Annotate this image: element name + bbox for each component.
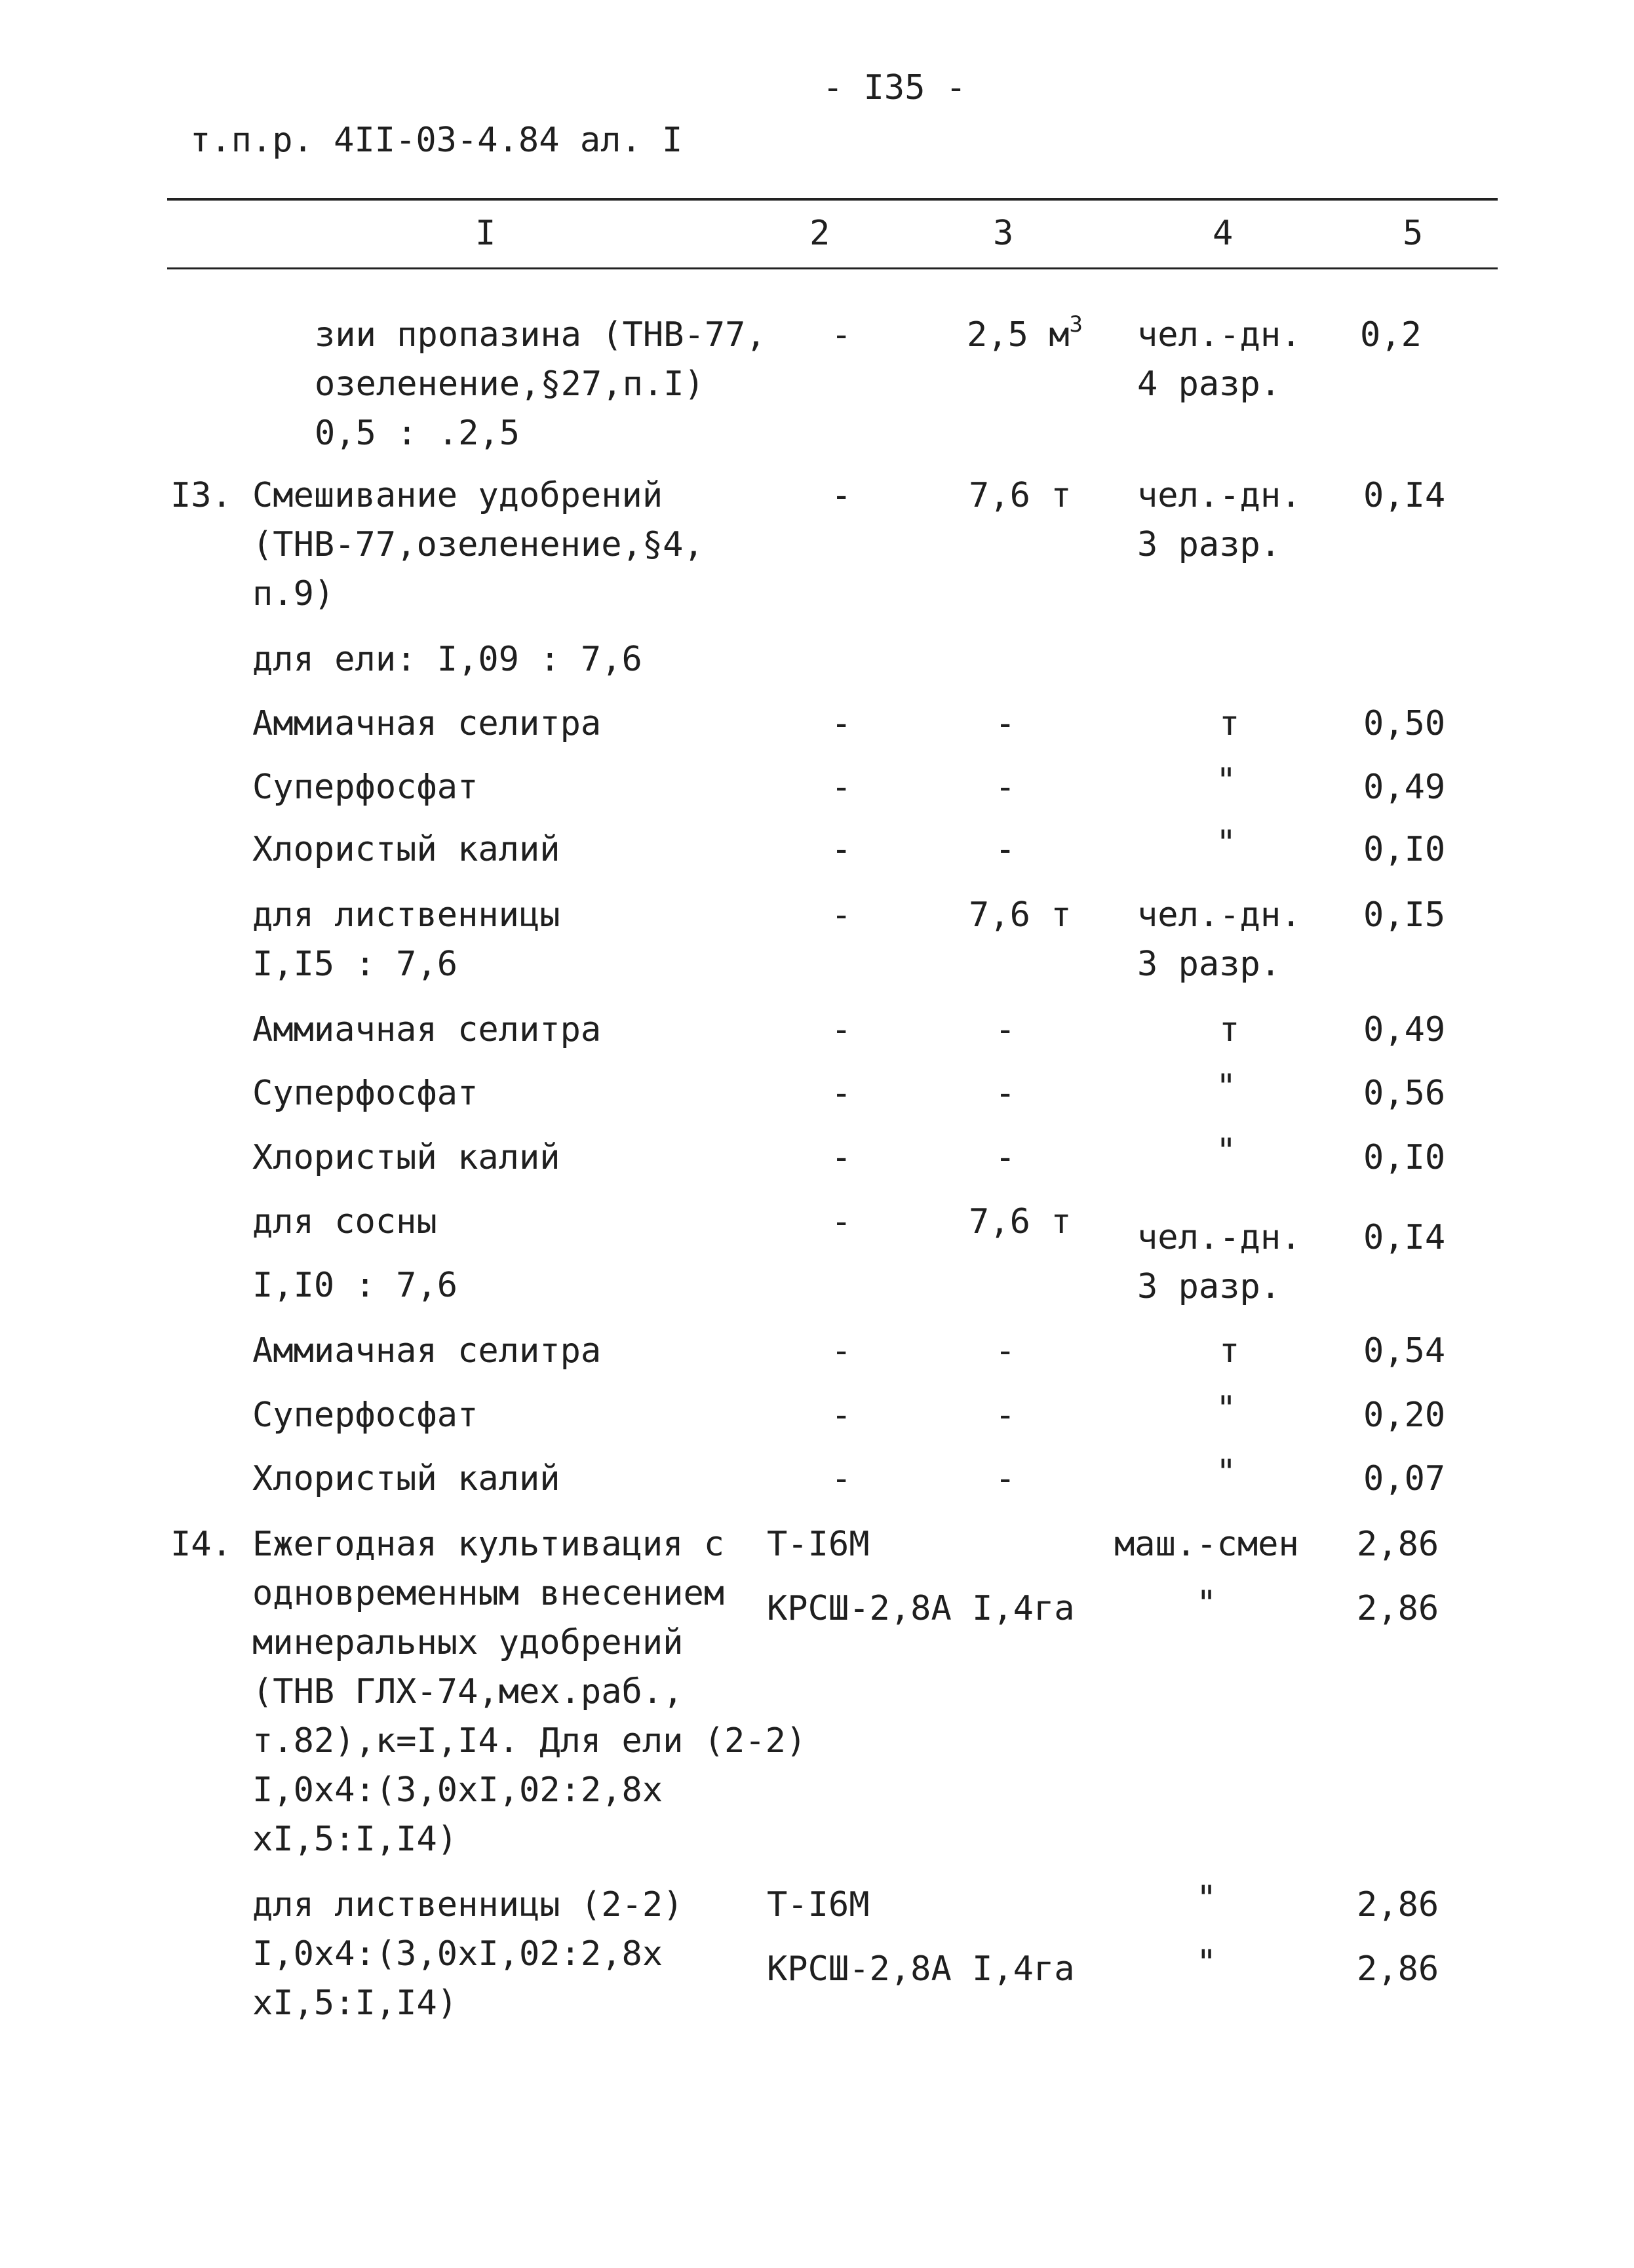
column-header-1: I — [475, 214, 496, 253]
cell-col4: " — [1216, 1453, 1237, 1492]
cell-col2: - — [831, 1331, 852, 1371]
cell-col2: Т-I6М — [767, 1885, 870, 1925]
cell-col5: 0,I4 — [1363, 1218, 1446, 1257]
row-description: xI,5:I,I4) — [252, 1984, 458, 2023]
cell-col5: 2,86 — [1357, 1885, 1439, 1925]
cell-col4: " — [1216, 1389, 1237, 1428]
cell-col2: КРСШ-2,8А I,4га — [767, 1949, 1075, 1989]
superscript-cubic: 3 — [1069, 311, 1083, 338]
cell-col4: " — [1216, 761, 1237, 800]
column-header-3: 3 — [993, 214, 1014, 253]
cell-col3: 2,5 $м^3$ — [967, 311, 1083, 355]
cell-col5: 2,86 — [1357, 1949, 1439, 1989]
cell-col5: 0,20 — [1363, 1396, 1446, 1435]
cell-col4: " — [1216, 1131, 1237, 1171]
row-description: Аммиачная селитра — [252, 1331, 602, 1371]
row-description: т.82),к=I,I4. Для ели (2-2) — [252, 1721, 807, 1761]
cell-col4: 3 разр. — [1137, 945, 1281, 984]
row-description: Аммиачная селитра — [252, 1010, 602, 1049]
cell-col2: - — [831, 1396, 852, 1435]
row-description: Суперфосфат — [252, 1396, 478, 1435]
document-code: т.п.р. 4II-03-4.84 ал. I — [190, 121, 683, 160]
row-description: Аммиачная селитра — [252, 704, 602, 743]
row-description: I,I0 : 7,6 — [252, 1266, 458, 1305]
table-header-rule — [167, 267, 1498, 269]
cell-col3: - — [995, 768, 1016, 807]
cell-col5: 0,I0 — [1363, 830, 1446, 869]
cell-col5: 0,I4 — [1363, 476, 1446, 515]
cell-col3: - — [995, 1396, 1016, 1435]
row-description: для сосны — [252, 1202, 437, 1242]
cell-col4: т — [1219, 1331, 1240, 1371]
row-description: xI,5:I,I4) — [252, 1820, 458, 1859]
cell-col4: " — [1216, 1067, 1237, 1106]
cell-col4: чел.-дн. — [1137, 476, 1302, 515]
cell-col5: 0,I5 — [1363, 895, 1446, 935]
cell-col4: маш.-смен — [1114, 1525, 1299, 1564]
cell-col5: 0,49 — [1363, 768, 1446, 807]
row-description: п.9) — [252, 574, 335, 614]
row-number: I3. — [170, 476, 232, 515]
cell-col3: 7,6 т — [969, 476, 1072, 515]
row-description: Смешивание удобрений — [252, 476, 663, 515]
cell-col4: 3 разр. — [1137, 1267, 1281, 1306]
cell-col4: " — [1196, 1943, 1217, 1982]
cell-col2: - — [831, 315, 852, 355]
table-top-rule — [167, 198, 1498, 201]
row-description: I,0x4:(3,0xI,02:2,8x — [252, 1770, 663, 1810]
cell-col5: 2,86 — [1357, 1589, 1439, 1628]
cell-col2: - — [831, 1074, 852, 1113]
cell-col4: чел.-дн. — [1137, 1218, 1302, 1257]
cell-col2: КРСШ-2,8А I,4га — [767, 1589, 1075, 1628]
row-description: одновременным внесением — [252, 1574, 725, 1613]
cell-col3: - — [995, 704, 1016, 743]
cell-col4: 3 разр. — [1137, 525, 1281, 564]
row-description: Суперфосфат — [252, 768, 478, 807]
cell-col2: - — [831, 1138, 852, 1177]
cell-col5: 0,54 — [1363, 1331, 1446, 1371]
cell-col3: - — [995, 1138, 1016, 1177]
cell-col2: - — [831, 704, 852, 743]
row-description: Хлористый калий — [252, 830, 560, 869]
cell-col2: Т-I6М — [767, 1525, 870, 1564]
row-description: для лиственницы (2-2) — [252, 1885, 684, 1925]
cell-col2: - — [831, 1202, 852, 1242]
cell-col5: 0,I0 — [1363, 1138, 1446, 1177]
column-header-4: 4 — [1213, 214, 1234, 253]
row-description: Ежегодная культивация с — [252, 1525, 725, 1564]
row-description: Хлористый калий — [252, 1138, 560, 1177]
row-description: для ели: I,09 : 7,6 — [252, 640, 642, 679]
cell-col4: т — [1219, 704, 1240, 743]
cell-col3: - — [995, 1331, 1016, 1371]
row-description: I,I5 : 7,6 — [252, 945, 458, 984]
cell-col4: чел.-дн. — [1137, 315, 1302, 355]
cell-col3: - — [995, 1010, 1016, 1049]
column-header-2: 2 — [809, 214, 830, 253]
cell-col4: " — [1196, 1879, 1217, 1918]
cell-col5: 0,07 — [1363, 1459, 1446, 1498]
row-description: для лиственницы — [252, 895, 560, 935]
cell-col2: - — [831, 476, 852, 515]
cell-col3: 7,6 т — [969, 1202, 1072, 1242]
page-number: - I35 - — [823, 68, 967, 108]
row-description: минеральных удобрений — [252, 1623, 684, 1662]
row-description: Суперфосфат — [252, 1074, 478, 1113]
row-description: Хлористый калий — [252, 1459, 560, 1498]
cell-col3: - — [995, 1074, 1016, 1113]
cell-col4: 4 разр. — [1137, 364, 1281, 404]
cell-col5: 0,50 — [1363, 704, 1446, 743]
cell-col4: т — [1219, 1010, 1240, 1049]
cell-col2: - — [831, 768, 852, 807]
column-header-5: 5 — [1403, 214, 1424, 253]
cell-col3: 7,6 т — [969, 895, 1072, 935]
cell-col5: 0,2 — [1360, 315, 1422, 355]
cell-col3: - — [995, 830, 1016, 869]
cell-col2: - — [831, 830, 852, 869]
cell-col5: 0,49 — [1363, 1010, 1446, 1049]
row-description: I,0x4:(3,0xI,02:2,8x — [252, 1934, 663, 1974]
cell-col4: " — [1196, 1584, 1217, 1623]
row-description: (ТНВ-77,озеленение,§4, — [252, 525, 704, 564]
cell-col5: 0,56 — [1363, 1074, 1446, 1113]
cell-col2: - — [831, 1010, 852, 1049]
cell-col4: чел.-дн. — [1137, 895, 1302, 935]
row-description: 0,5 : .2,5 — [315, 414, 520, 453]
cell-col3: - — [995, 1459, 1016, 1498]
cell-col5: 2,86 — [1357, 1525, 1439, 1564]
row-description: зии пропазина (ТНВ-77, — [315, 315, 766, 355]
cell-col2: - — [831, 1459, 852, 1498]
row-number: I4. — [170, 1525, 232, 1564]
row-description: (ТНВ ГЛХ-74,мех.раб., — [252, 1672, 684, 1711]
row-description: озеленение,§27,п.I) — [315, 364, 705, 404]
cell-col4: " — [1216, 823, 1237, 863]
cell-col2: - — [831, 895, 852, 935]
